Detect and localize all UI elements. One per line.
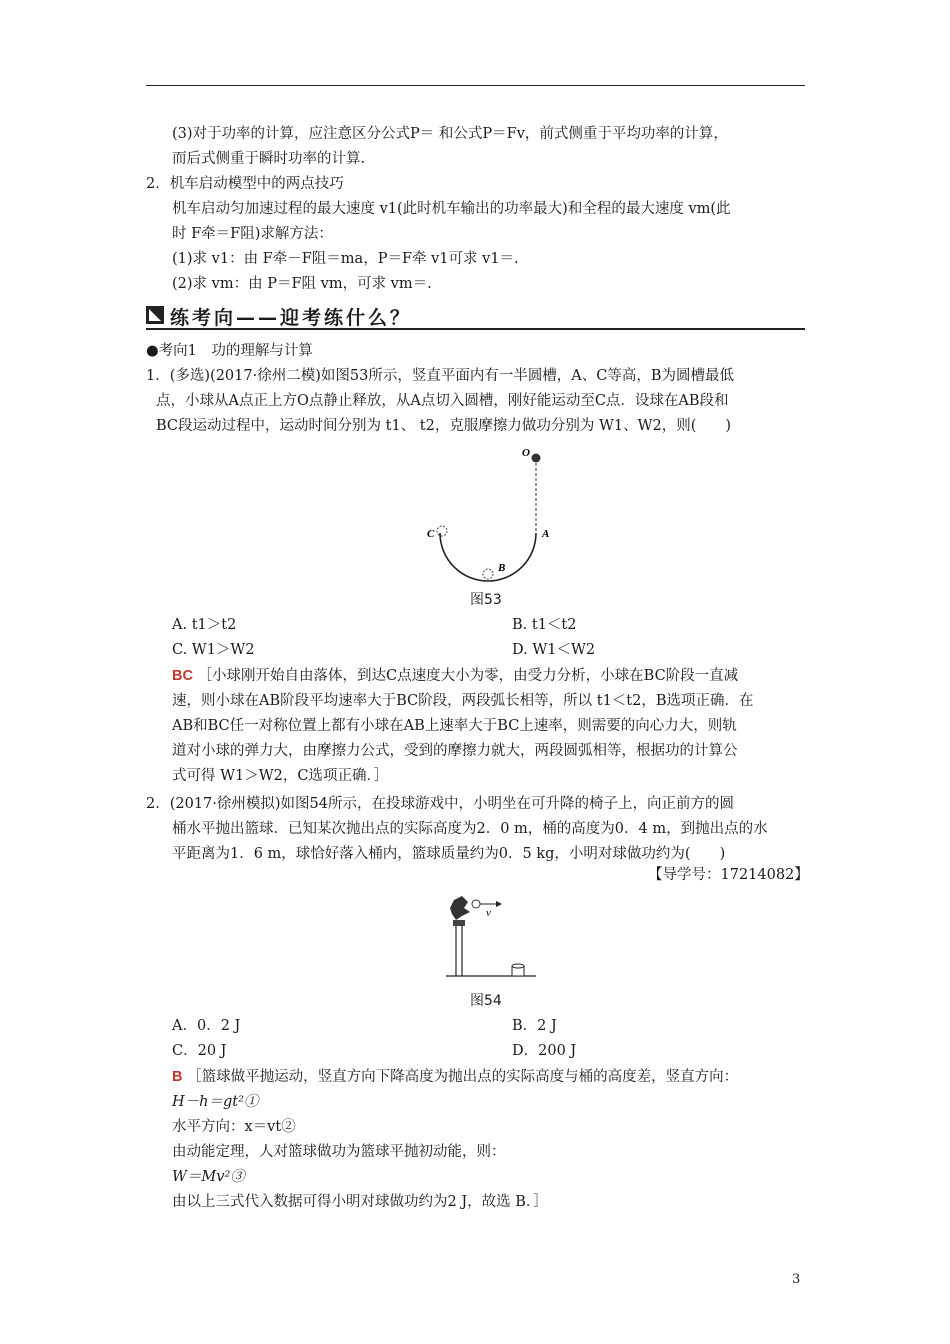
label-o: O bbox=[522, 447, 530, 459]
q1-line-1: 1．(多选)(2017·徐州二模)如图53所示，竖直平面内有一半圆槽，A、C等高，B为圆槽最低 bbox=[146, 368, 735, 384]
q1-option-c: C. W1＞W2 bbox=[172, 642, 255, 658]
q1-explanation-line-2: 速，则小球在AB阶段平均速率大于BC阶段，两段弧长相等，所以 t1＜t2，B选项正确．在 bbox=[172, 693, 754, 709]
ball-b bbox=[483, 569, 493, 579]
q1-explanation-line-1 bbox=[172, 666, 738, 686]
label-v: v bbox=[486, 907, 491, 919]
q1-option-d: D. W1＜W2 bbox=[512, 642, 596, 658]
section-marker-icon bbox=[146, 306, 164, 324]
figure-53-caption: 图53 bbox=[470, 592, 502, 608]
ball-c bbox=[437, 526, 447, 536]
header-rule bbox=[146, 85, 805, 86]
q2-explanation-line-6: 由以上三式代入数据可得小明对球做功约为2 J，故选 B．］ bbox=[172, 1194, 548, 1210]
person-figure bbox=[450, 896, 470, 920]
intro-line-6: (1)求 v1：由 F牵－F阻＝ma，P＝F牵 v1可求 v1＝. bbox=[172, 251, 519, 267]
section-underline bbox=[146, 328, 805, 330]
q1-line-2: 点，小球从A点正上方O点静止释放，从A点切入圆槽，刚好能运动至C点．设球在AB段和 bbox=[156, 393, 729, 409]
q2-option-c: C．20 J bbox=[172, 1043, 227, 1059]
section-title: 练考向——迎考练什么？ bbox=[170, 307, 413, 329]
intro-line-2: 而后式侧重于瞬时功率的计算. bbox=[172, 151, 366, 167]
q1-answer: BC bbox=[172, 668, 193, 684]
q2-line-2: 桶水平抛出篮球．已知某次抛出点的实际高度为2．0 m，桶的高度为0．4 m，到抛出点的水 bbox=[172, 821, 768, 837]
q2-option-d: D．200 J bbox=[512, 1043, 577, 1059]
q2-option-a: A．0．2 J bbox=[172, 1018, 241, 1034]
arrow-head-icon bbox=[496, 901, 502, 907]
intro-line-7: (2)求 vm：由 P＝F阻 vm，可求 vm＝. bbox=[172, 276, 432, 292]
q2-explanation-line-2: H－h＝gt²① bbox=[172, 1094, 259, 1110]
intro-line-4: 机车启动匀加速过程的最大速度 v1(此时机车输出的功率最大)和全程的最大速度 vm(此 bbox=[172, 201, 731, 217]
q1-explanation-line-4: 道对小球的弹力大，由摩擦力公式，受到的摩擦力就大，两段圆弧相等，根据功的计算公 bbox=[172, 743, 738, 759]
q1-explanation-line-3: AB和BC任一对称位置上都有小球在AB上速率大于BC上速率，则需要的向心力大，则轨 bbox=[172, 718, 737, 734]
intro-line-3: 2．机车启动模型中的两点技巧 bbox=[146, 176, 344, 192]
q2-exp-text-1: ［篮球做平抛运动，竖直方向下降高度为抛出点的实际高度与桶的高度差，竖直方向： bbox=[187, 1069, 739, 1085]
figure-54 bbox=[440, 890, 540, 985]
q2-option-b: B．2 J bbox=[512, 1018, 557, 1034]
label-c: C bbox=[427, 528, 435, 540]
q2-explanation-line-1 bbox=[172, 1067, 738, 1087]
basketball bbox=[472, 900, 480, 908]
q1-line-3: BC段运动过程中，运动时间分别为 t1、 t2，克服摩擦力做功分别为 W1、W2，则( ) bbox=[156, 418, 732, 434]
label-b: B bbox=[498, 562, 506, 574]
q2-reference-number: 【导学号：17214082】 bbox=[648, 867, 809, 883]
label-a: A bbox=[542, 528, 550, 540]
intro-line-5: 时 F牵＝F阻)求解方法： bbox=[172, 226, 333, 242]
figure-54-caption: 图54 bbox=[470, 993, 502, 1009]
ball-o bbox=[532, 454, 541, 463]
q2-line-3: 平距离为1．6 m，球恰好落入桶内，篮球质量约为0．5 kg，小明对球做功约为( ) bbox=[172, 846, 726, 862]
figure-53 bbox=[415, 443, 565, 583]
q2-explanation-line-4: 由动能定理，人对篮球做功为篮球平抛初动能，则： bbox=[172, 1144, 506, 1160]
chair-seat bbox=[453, 920, 465, 926]
q2-answer: B bbox=[172, 1069, 183, 1085]
bucket-rim bbox=[512, 964, 524, 968]
semicircle-groove bbox=[440, 533, 536, 581]
page-number: 3 bbox=[792, 1272, 801, 1287]
section-header bbox=[146, 303, 805, 329]
q1-exp-text-1: ［小球刚开始自由落体，到达C点速度大小为零，由受力分析，小球在BC阶段一直减 bbox=[197, 668, 739, 684]
q2-explanation-line-5: W＝Mv²③ bbox=[172, 1169, 245, 1185]
q2-line-1: 2．(2017·徐州模拟)如图54所示，在投球游戏中，小明坐在可升降的椅子上，向正前方的圆 bbox=[146, 796, 734, 812]
q1-option-a: A. t1＞t2 bbox=[172, 617, 237, 633]
intro-line-1: (3)对于功率的计算，应注意区分公式P＝ 和公式P＝Fv，前式侧重于平均功率的计算， bbox=[172, 126, 728, 142]
q1-explanation-line-5: 式可得 W1＞W2，C选项正确．］ bbox=[172, 768, 389, 784]
q1-option-b: B. t1＜t2 bbox=[512, 617, 577, 633]
q2-explanation-line-3: 水平方向：x＝vt② bbox=[172, 1119, 296, 1135]
topic-heading: ●考向1 功的理解与计算 bbox=[146, 343, 313, 359]
